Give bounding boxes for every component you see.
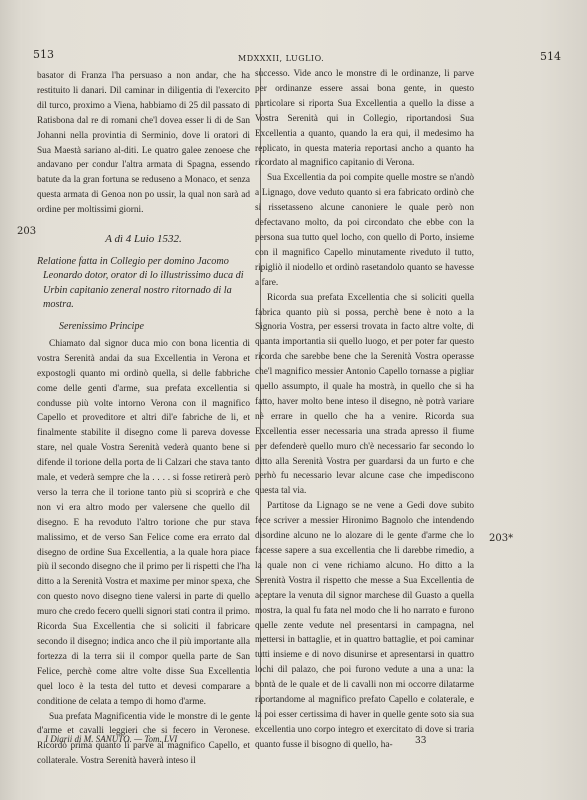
body-paragraph: Partitose da Lignago se ne vene a Gedi dove subito fece scriver a messier Hironimo Bagnolo che intendendo disordine alcuno ne lo alozare di le gente d'arme che lo facesse sapere a sua excellentia che li darebbe rimedio, a la quale non ci vene richiamo alcuno. Ho ditto a la Serenità Vostra il rispetto che messe a Sua Excellentia de aceptare la venuta dil signor marchese dil Guasto a quella mostra, la qual fu fata nel modo che li ho narrato e furono quelle zente vedute nel presentarsi in campagna, nel mettersi in battaglie, et in quattro battaglie, et poi caminar tutti insieme e di novo disunirse et apresentarsi in quattro lochi dil palazo, che poi furono vedute a una a una: la bontà de le quale et de li cavalli non mi occorre dilatarme riportandome al magnifico prefato Capello e colaterale, e la poi esser certissima di haver in quelle gente soto sia sua excellentia uno corpo integro et exercitato di dove si traria quanto fusse il bisogno di quello, ha- bbox=[255, 501, 474, 750]
margin-number-right: 203* bbox=[489, 533, 514, 544]
running-header: MDXXXII, LUGLIO. bbox=[238, 54, 325, 63]
left-column bbox=[37, 69, 250, 769]
book-gutter bbox=[0, 0, 22, 800]
left-page-number: 513 bbox=[33, 48, 54, 61]
right-page-number: 514 bbox=[540, 50, 561, 63]
margin-number-left: 203 bbox=[17, 226, 37, 237]
body-paragraph: Sua prefata Magnificentia vide le monstre di le gente d'arme et cavalli leggieri che si fecero in Veronese. Ricordò prima quanto li parve al magnifico Capello, et collaterale. Vostra Serenità haverà inteso il bbox=[37, 711, 250, 767]
body-paragraph: Sua Excellentia da poi compite quelle mostre se n'andò a Lignago, dove veduto quanto si era fabricato ordinò che si rissetasseno alcune canoniere le quale però non defectavano molto, da poi circondato che ebbe con la persona sua tutto quel locho, con quello di Porto, insieme con il magnifico Capello minutamente riveduto il tutto, ripigliò il niodello et ordinò rasetandolo quanto se havesse a fare. bbox=[255, 173, 474, 288]
body-paragraph: Ricorda sua prefata Excellentia che si soliciti quella fabrica quanto più si possa, perchè bene è noto a la Signoria Vostra, per essersi trovata in facto altre volte, di quanta importantia sii quello luogo, et per poter far questo ricorda che sarebbe bene che la Serenità Vostra operasse che'l magnifico messier Antonio Capello tornasse a pigliar quello assumpto, il quale ha mostrà, in quello che si ha fatto, haver molto bene inteso il disegno, nè potrà variare nè errare in quello che ha a venire. Ricorda sua Excellentia esser necessaria una strada apresso il fiume per defenderè quello muro ch'è necessario far secondo lo ditto alla Serenità Vostra per guardarsi da un furto e che perhò fu necessario levar alcune case che impediscono questa tal via. bbox=[255, 292, 474, 497]
date-heading: A dì 4 Luio 1532. bbox=[105, 233, 182, 246]
footer-signature: I Diarii di M. SANUTO. — Tom. LVI bbox=[45, 734, 178, 744]
signature-number: 33 bbox=[415, 736, 427, 746]
right-column bbox=[255, 67, 474, 753]
body-paragraph: successo. Vide anco le monstre di le ordinanze, li parve per ordinanze essere assai bona gente, in questo particolare si riporta Sua Excellentia a quello la disse a Vostra Serenità qui in Collegio, riportandosi Sua Excellentia a quanto, quando la era qui, il medesimo ha replicato, in questa materia reportasi ancho a quanto ha ricordato al magnifico capitanio di Verona. bbox=[255, 69, 474, 169]
body-paragraph: Chiamato dal signor duca mio con bona licentia di vostra Serenità andai da sua Excellentia in Verona et expostogli quanto mi ordinò quella, si delle fabbriche come delle genti d'arme, sua prefata excellentia si condusse più volte intorno Verona con il magnifico Capello et proveditore et altri dil'e fabriche de li, et finalmente stabilite il disegno come li pareva dovesse stare, nel quale Vostra Serenità vederà quanto bene si difende il torione della porta de li Calzari che stava tanto male, et vederà sempre che la . . . . si fosse retirerà però verso la terra che il torione tanto più si scoprirà e che non vi era altro modo per valersene che quello dil disegno. E ha revoduto l'altro torione che pur stava malissimo, et de verso San Felice come era errato dal disegno de ordine Sua Excellentia, a la quale hora piace più il secondo disegno che il primo per li rispetti che l'ha ditto a la Serenità Vostra et maxime per minor spexa, che con questo novo disegno tiene valersi in parte di quello muro che credo fecero quelli signori stati contra il primo. Ricorda Sua Excellentia che si soliciti il fabricare secondo il disegno; indica anco che il più importante alla fortezza di la terra sii il compor quella parte de San Felice, perchè come altre volte disse Sua Excellentia quel loco è la testa del tutto et devesi comparare a conditione de celata a tempo di homo d'arme. bbox=[37, 338, 250, 707]
salutation: Serenissimo Principe bbox=[59, 320, 144, 332]
relation-heading: Relatione fatta in Collegio per domino Jacomo Leonardo dotor, orator di lo illustrissimo duca di Urbin capitanio zeneral nostro ritornado di la mostra. bbox=[37, 255, 244, 311]
intro-paragraph: basator di Franza l'ha persuaso a non andar, che ha restituito li danari. Dil caminar in diligentia di l'exercito dil turco, proximo a Viena, habbiamo di 25 dil passato di Ratisbona dal re di romani che'l dovea esser li di de San Johanni nella provintia di Serminio, dove li oratori di Sua Maestà sariano al-diti. Le quatro galee zenoese che andavano per condur l'altra armata di Spagna, essendo batute da la gran fortuna se reduseno a Monaco, et senza questa armata di Genoa non po ussir, la qual non sarà ad ordine per moltissimi giorni. bbox=[37, 71, 250, 216]
